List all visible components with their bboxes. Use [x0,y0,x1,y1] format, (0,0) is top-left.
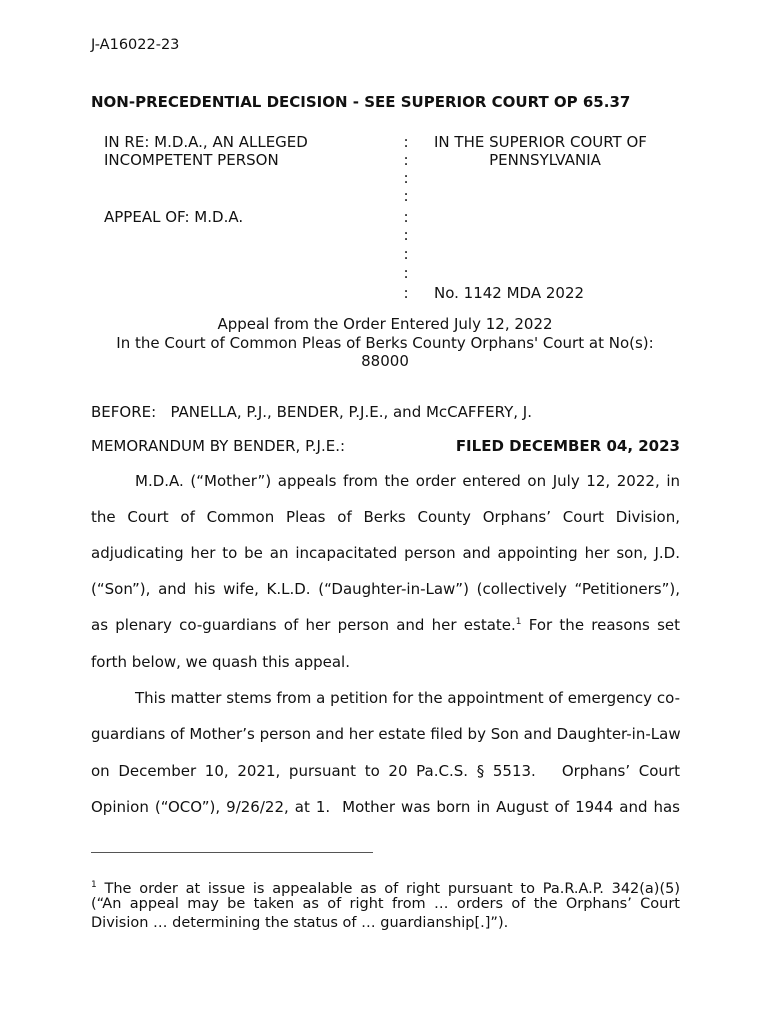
memorandum-author: MEMORANDUM BY BENDER, P.J.E.: [91,437,346,455]
footnote-ref[interactable]: 1 [515,617,522,627]
body-line: (“Son”), and his wife, K.L.D. (“Daughter-in-Law”) (collectively “Petitioners”), [91,580,680,598]
footnote-text: The order at issue is appealable as of right pursuant to Pa.R.A.P. 342(a)(5) [104,881,681,897]
body-line-with-footnote [91,616,680,634]
caption-right-line1: IN THE SUPERIOR COURT OF [434,133,647,151]
body-text: as plenary co-guardians of her person and her estate. [91,616,516,634]
caption-colon: : [403,245,409,263]
body-line: guardians of Mother’s person and her estate filed by Son and Daughter-in-Law [91,725,681,743]
body-line: the Court of Common Pleas of Berks County Orphans’ Court Division, [91,508,680,526]
before-panel: BEFORE: PANELLA, P.J., BENDER, P.J.E., and McCAFFERY, J. [91,403,532,421]
caption-colon: : [403,133,409,151]
footnote-marker: 1 [91,880,97,890]
body-line: on December 10, 2021, pursuant to 20 Pa.C.S. § 5513. Orphans’ Court [91,762,680,780]
footnote-line: Division … determining the status of … guardianship[.]”). [91,915,509,931]
caption-left-line3: APPEAL OF: M.D.A. [104,208,244,226]
caption-colon: : [403,208,409,226]
appeal-line3: 88000 [361,352,409,370]
caption-colon: : [403,284,409,302]
caption-colon: : [403,151,409,169]
caption-colon: : [403,187,409,205]
docket-number: J-A16022-23 [91,37,180,53]
appeal-line2: In the Court of Common Pleas of Berks County Orphans' Court at No(s): [116,334,654,352]
body-line: forth below, we quash this appeal. [91,653,350,671]
caption-colon: : [403,226,409,244]
appeal-line1: Appeal from the Order Entered July 12, 2022 [217,315,553,333]
footnote-separator [91,852,373,853]
footnote-line: (“An appeal may be taken as of right from … orders of the Orphans’ Court [91,896,680,912]
caption-right-line2: PENNSYLVANIA [489,151,601,169]
decision-title: NON-PRECEDENTIAL DECISION - SEE SUPERIOR COURT OP 65.37 [91,93,631,111]
caption-left-line1: IN RE: M.D.A., AN ALLEGED [104,133,308,151]
body-line: Opinion (“OCO”), 9/26/22, at 1. Mother was born in August of 1944 and has [91,798,680,816]
body-line: M.D.A. (“Mother”) appeals from the order entered on July 12, 2022, in [135,472,680,490]
caption-colon: : [403,264,409,282]
caption-colon: : [403,169,409,187]
filed-date: FILED DECEMBER 04, 2023 [455,437,680,455]
caption-docket-no: No. 1142 MDA 2022 [434,284,585,302]
body-line: adjudicating her to be an incapacitated person and appointing her son, J.D. [91,544,680,562]
body-line: This matter stems from a petition for the appointment of emergency co- [135,689,680,707]
caption-left-line2: INCOMPETENT PERSON [104,151,279,169]
body-text: For the reasons set [528,616,680,634]
